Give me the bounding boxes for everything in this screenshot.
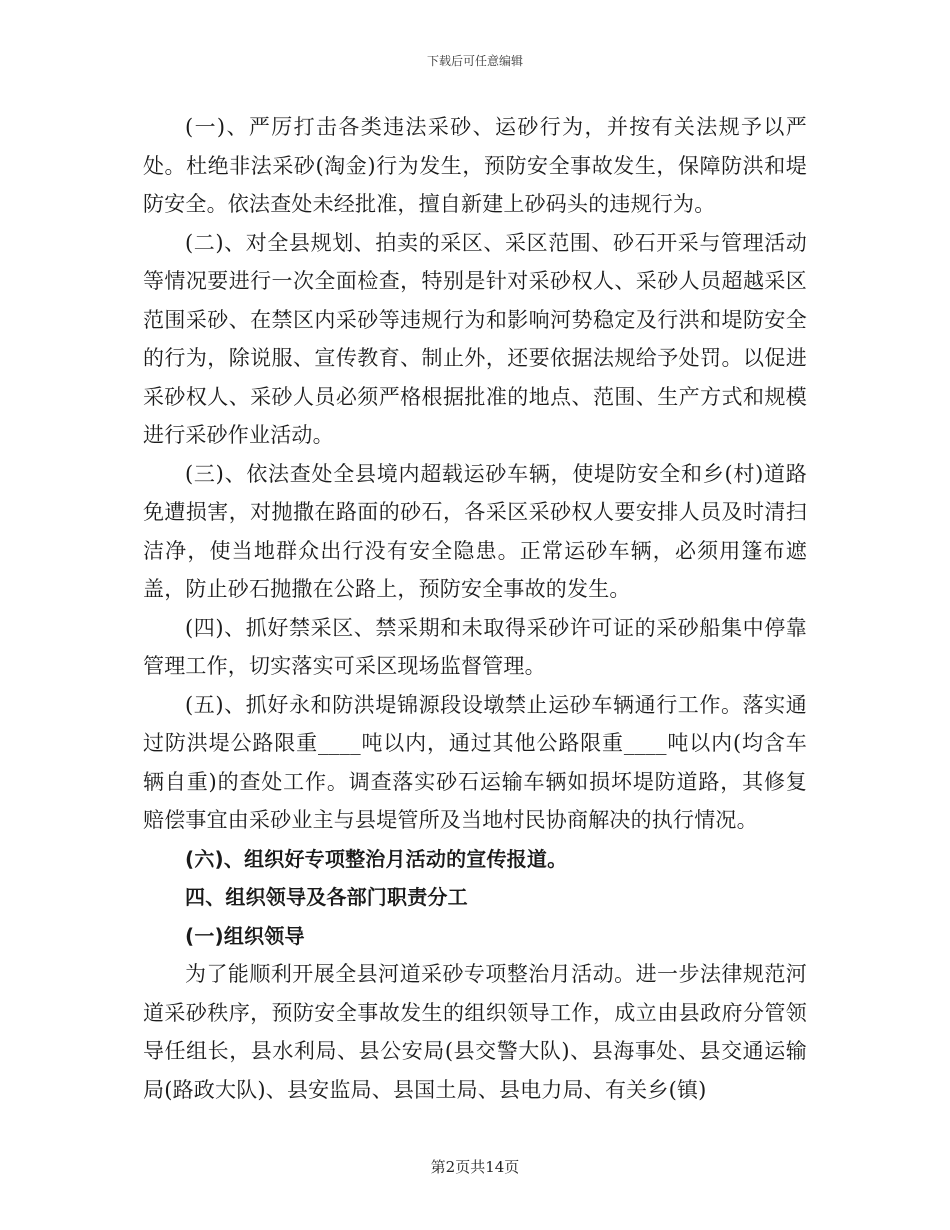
paragraph-2: (二)、对全县规划、拍卖的采区、采区范围、砂石开采与管理活动等情况要进行一次全面检查，特别是针对采砂权人、采砂人员超越采区范围采砂、在禁区内采砂等违规行为和影响河势稳定及行洪和堤防安全的行为，除说服、宣传教育、制止外，还要依据法规给予处罚。以促进采砂权人、采砂人员必须严格根据批准的地点、范围、生产方式和规模进行采砂作业活动。 bbox=[143, 230, 807, 447]
paragraph-9: 为了能顺利开展全县河道采砂专项整治月活动。进一步法律规范河道采砂秩序，预防安全事故发生的组织领导工作，成立由县政府分管领导任组长，县水利局、县公安局(县交警大队)、县海事处、县交通运输局(路政大队)、县安监局、县国土局、县电力局、有关乡(镇) bbox=[143, 962, 807, 1102]
section-heading-organization: 四、组织领导及各部门职责分工 bbox=[185, 885, 468, 909]
paragraph-5: (五)、抓好永和防洪堤锦源段设墩禁止运砂车辆通行工作。落实通过防洪堤公路限重____吨以内，通过其他公路限重____吨以内(均含车辆自重)的查处工作。调查落实砂石运输车辆如损坏堤防道路，其修复赔偿事宜由采砂业主与县堤管所及当地村民协商解决的执行情况。 bbox=[143, 692, 807, 832]
paragraph-4: (四)、抓好禁采区、禁采期和未取得采砂许可证的采砂船集中停靠管理工作，切实落实可采区现场监督管理。 bbox=[143, 615, 807, 678]
paragraph-1: (一)、严厉打击各类违法采砂、运砂行为，并按有关法规予以严处。杜绝非法采砂(淘金)行为发生，预防安全事故发生，保障防洪和堤防安全。依法查处未经批准，擅自新建上砂码头的违规行为。 bbox=[143, 115, 807, 216]
subsection-heading-leadership: (一)组织领导 bbox=[185, 923, 305, 948]
page-footer: 第2页共14页 bbox=[430, 1158, 520, 1176]
paragraph-3: (三)、依法查处全县境内超载运砂车辆，使堤防安全和乡(村)道路免遭损害，对抛撒在路面的砂石，各采区采砂权人要安排人员及时清扫洁净，使当地群众出行没有安全隐患。正常运砂车辆，必须用篷布遮盖，防止砂石抛撒在公路上，预防安全事故的发生。 bbox=[143, 461, 807, 601]
page-header: 下载后可任意编辑 bbox=[426, 54, 523, 68]
heading-publicity: (六)、组织好专项整治月活动的宣传报道。 bbox=[185, 846, 568, 871]
document-body bbox=[143, 108, 807, 1109]
